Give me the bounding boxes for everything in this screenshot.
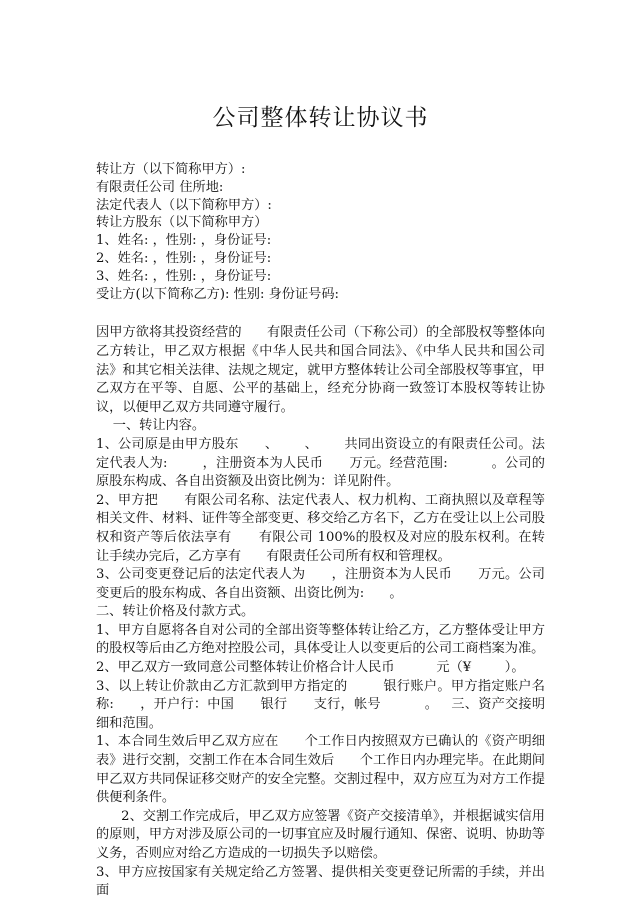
clause-1-3: 3、公司变更登记后的法定代表人为 ，注册资本为人民币 万元。公司变更后的股东构成、各自出资额、出资比例为: 。 bbox=[96, 567, 545, 601]
transferor-line: 转让方（以下简称甲方）: bbox=[96, 162, 246, 177]
shareholder-2-line: 2、姓名: ，性别: ，身份证号: bbox=[96, 250, 272, 266]
shareholder-3-line: 3、姓名: ，性别: ，身份证号: bbox=[96, 268, 272, 284]
section-1-heading: 一、转让内容。 bbox=[96, 418, 206, 434]
clause-2-1: 1、甲方自愿将各自对公司的全部出资等整体转让给乙方，乙方整体受让甲方的股权等后由乙方绝对控股公司，具体受让人以变更后的公司工商档案为准。 bbox=[96, 622, 545, 657]
clause-3-2: 2、交割工作完成后，甲乙双方应签署《资产交接清单》，并根据诚实信用的原则，甲方对涉及原公司的一切事宜应及时履行通知、保密、说明、协助等义务，否则应对给乙方造成的一切损失予以赔偿。 bbox=[96, 808, 545, 861]
company-address-line: 有限责任公司 住所地: bbox=[96, 179, 224, 195]
clause-3-1: 1、本合同生效后甲乙双方应在 个工作日内按照双方已确认的《资产明细表》进行交割，交割工作在本合同生效后 个工作日内办理完毕。在此期间甲乙双方共同保证移交财产的安全完整。交割过程中，双方应互为对方工作提供便利条件。 bbox=[96, 734, 545, 806]
section-2-heading: 二、转让价格及付款方式。 bbox=[96, 604, 255, 620]
clause-3-3: 3、甲方应按国家有关规定给乙方签署、提供相关变更登记所需的手续，并出面 bbox=[96, 864, 545, 899]
clause-2-2: 2、甲乙双方一致同意公司整体转让价格合计人民币 元（¥ ）。 bbox=[96, 660, 525, 676]
agreement-body bbox=[96, 324, 545, 900]
clause-2-3: 3、以上转让价款由乙方汇款到甲方指定的 银行账户。甲方指定账户名称: ，开户行：中国 银行 支行，帐号 。 三、资产交接明细和范围。 bbox=[96, 678, 545, 731]
clause-1-1: 1、公司原是由甲方股东 、 、 共同出资设立的有限责任公司。法定代表人为: ，注册资本为人民币 万元。经营范围: 。公司的原股东构成、各自出资额及出资比例为：详见附件。 bbox=[96, 436, 545, 490]
party-info-block bbox=[96, 161, 545, 303]
transferee-line: 受让方(以下简称乙方): 性别: 身份证号码: bbox=[96, 286, 340, 302]
shareholder-1-line: 1、姓名: ，性别: ，身份证号: bbox=[96, 233, 272, 249]
legal-representative-line: 法定代表人（以下简称甲方）: bbox=[96, 197, 272, 213]
transferor-shareholders-line: 转让方股东（以下简称甲方） bbox=[96, 215, 268, 231]
document-title: 公司整体转让协议书 bbox=[212, 105, 429, 131]
preamble-paragraph: 因甲方欲将其投资经营的 有限责任公司（下称公司）的全部股权等整体向乙方转让，甲乙双方根据《中华人民共和国合同法》、《中华人民共和国公司法》和其它相关法律、法规之规定，就甲方整体转让公司全部股权等事宜，甲乙双方在平等、自愿、公平的基础上，经充分协商一致签订本股权等转让协议，以便甲乙双方共同遵守履行。 bbox=[96, 325, 545, 415]
clause-1-2: 2、甲方把 有限公司名称、法定代表人、权力机构、工商执照以及章程等相关文件、材料、证件等全部变更、移交给乙方名下，乙方在受让以上公司股权和资产等后依法享有 有限公司 100%的股权及对应的股东权利。在转让手续办完后，乙方享有 有限责任公司所有权和管理权。 bbox=[96, 492, 545, 564]
